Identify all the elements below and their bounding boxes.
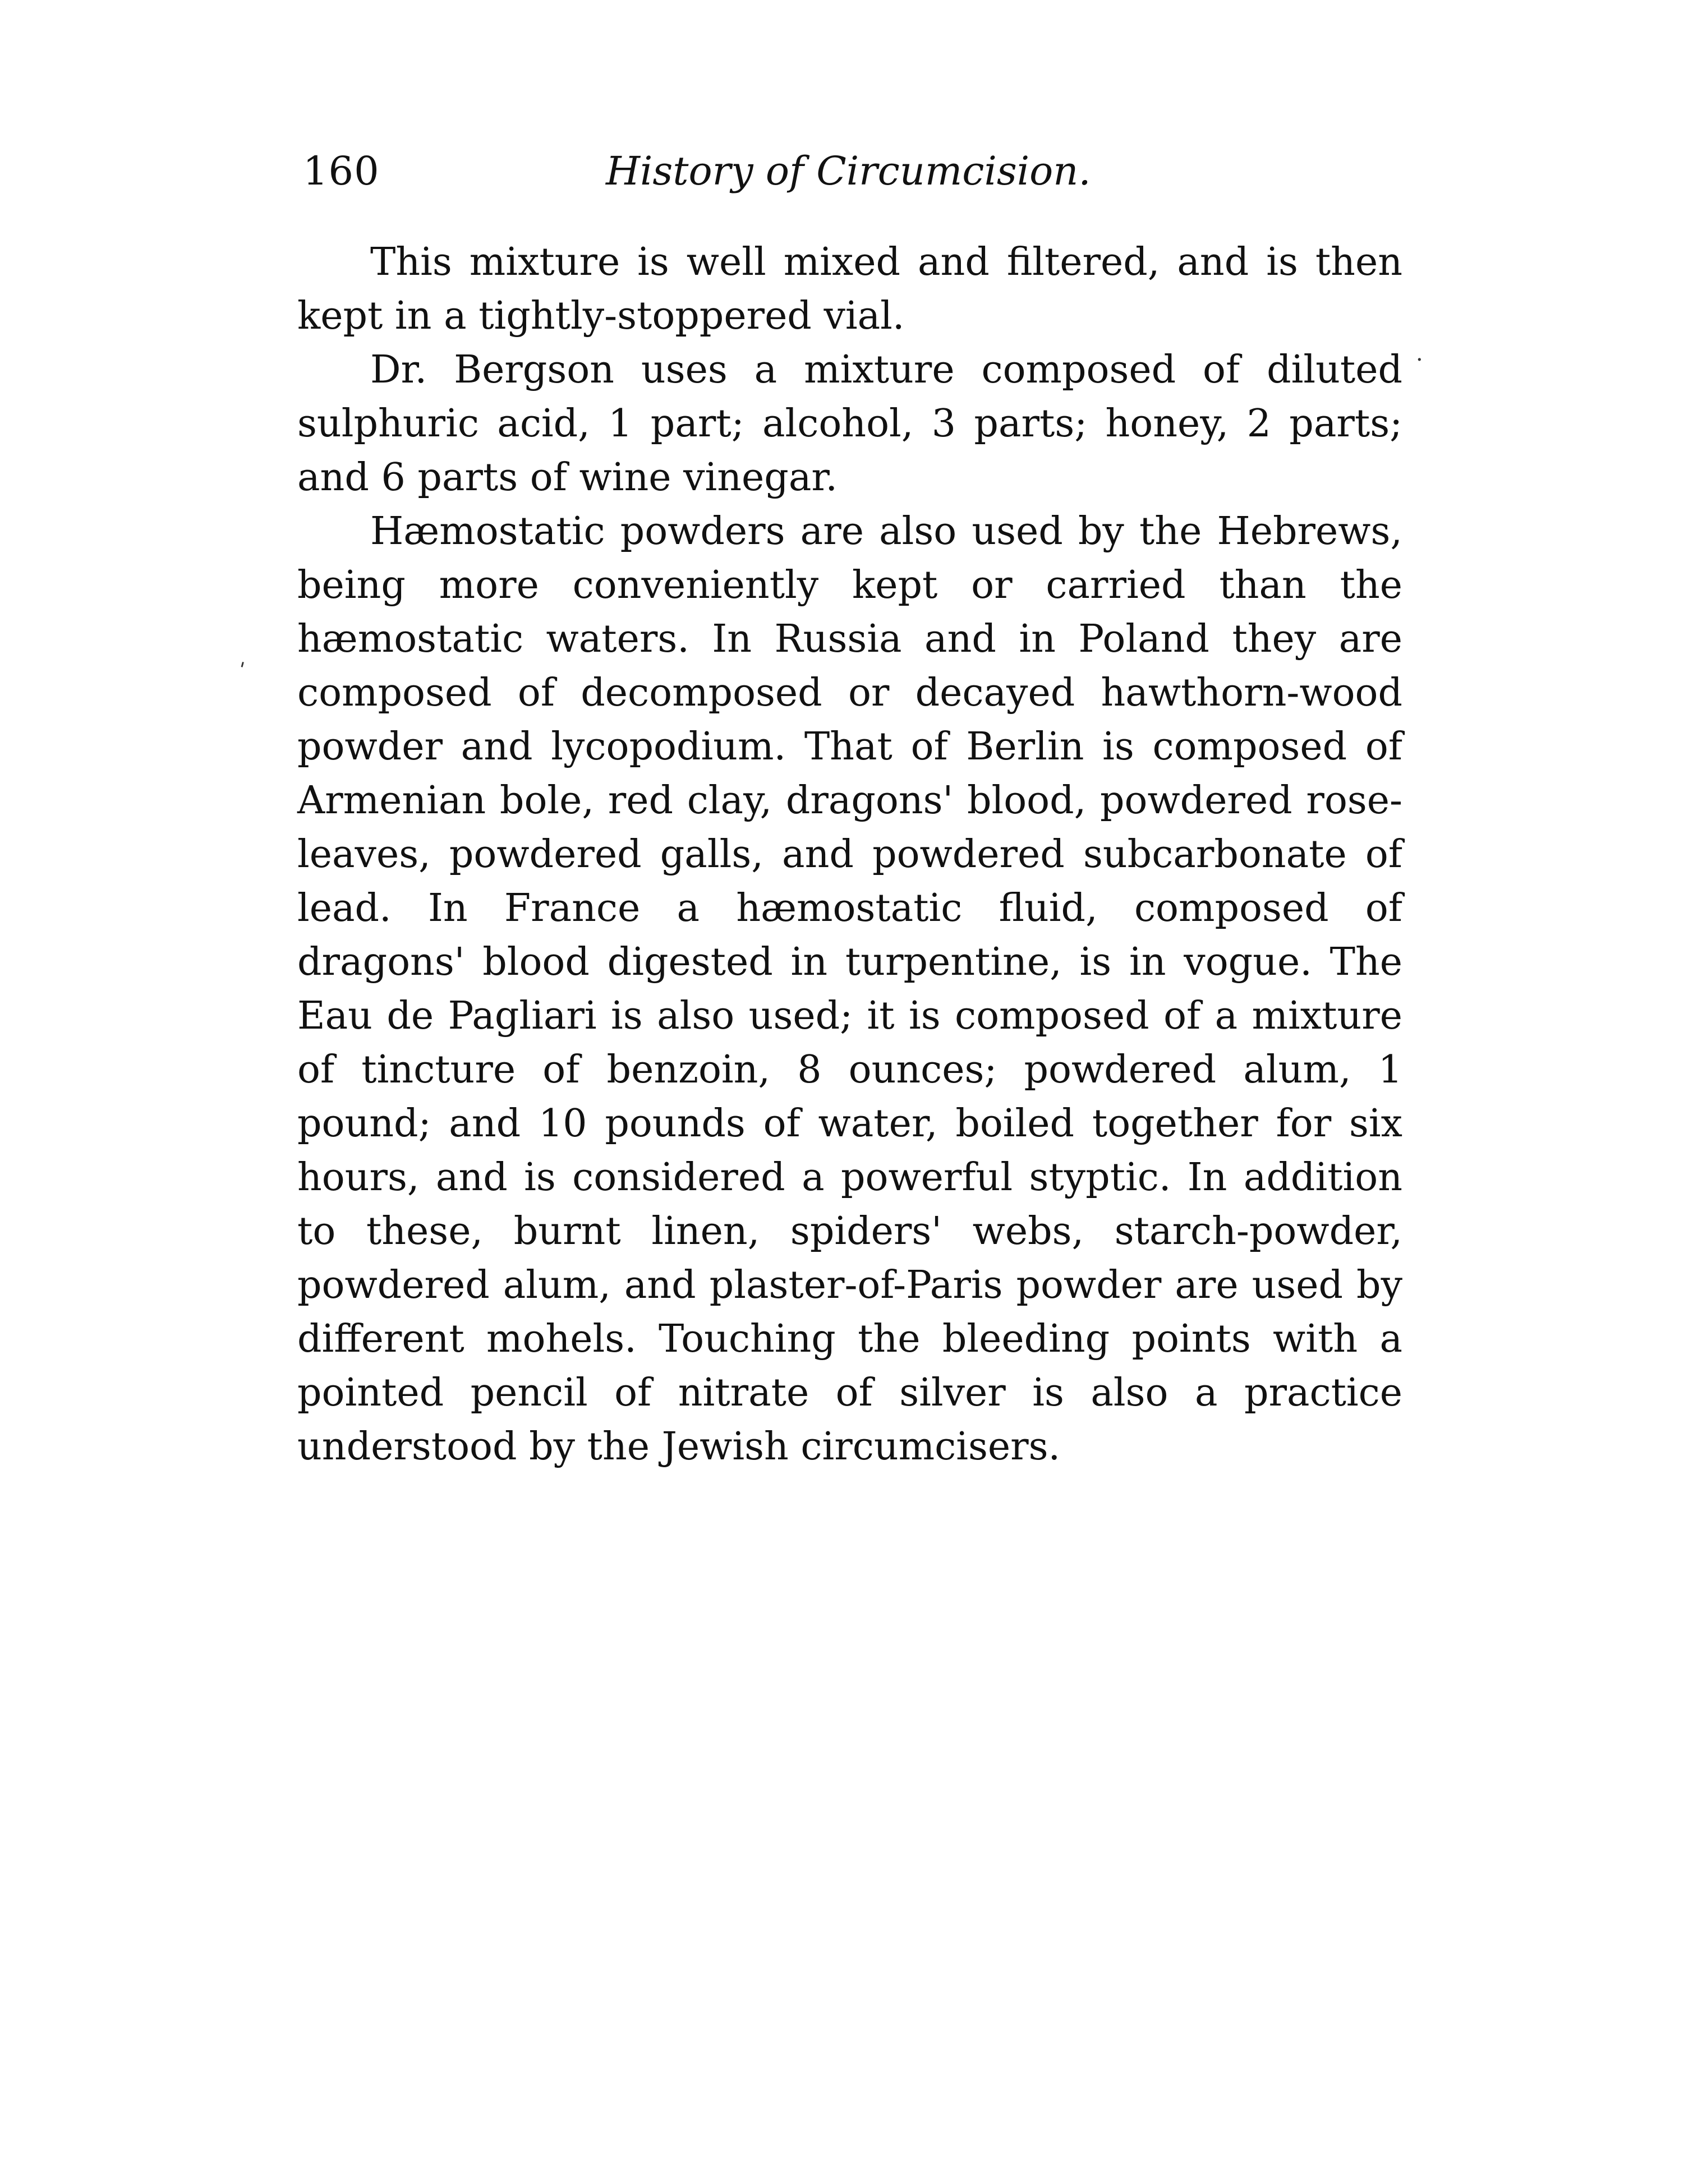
paragraph-3: Hæmostatic powders are also used by the Hebrews, being more conveniently kept or carried than the hæmostatic waters. In Russia and in Poland they are composed of decomposed or decayed hawthorn-wood powder and lycopodium. That of Berlin is composed of Armenian bole, red clay, dragons' blood, powdered rose-leaves, powdered galls, and powdered subcarbonate of lead. In France a hæmostatic fluid, composed of dragons' blood digested in turpentine, is in vogue. The Eau de Pagliari is also used; it is composed of a mixture of tincture of benzoin, 8 ounces; powdered alum, 1 pound; and 10 pounds of water, boiled together for six hours, and is considered a powerful styptic. In addition to these, burnt linen, spiders' webs, starch-powder, powdered alum, and plaster-of-Paris powder are used by different mohels. Touching the bleeding points with a pointed pencil of nitrate of silver is also a practice understood by the Jewish circumcisers. bbox=[297, 509, 1402, 1469]
paragraph-2: Dr. Bergson uses a mixture composed of diluted sulphuric acid, 1 part; alcohol, 3 parts; honey, 2 parts; and 6 parts of wine vinegar. bbox=[297, 348, 1402, 500]
page-number: 160 bbox=[303, 148, 380, 194]
body-text bbox=[297, 236, 1402, 1474]
page-header bbox=[303, 140, 1402, 202]
running-title: History of Circumcision. bbox=[606, 148, 1091, 194]
stray-print-mark: ˌ bbox=[238, 644, 251, 671]
paragraph-1: This mixture is well mixed and filtered, and is then kept in a tightly-stoppered vial. bbox=[297, 240, 1402, 338]
stray-print-mark: · bbox=[1416, 347, 1423, 373]
